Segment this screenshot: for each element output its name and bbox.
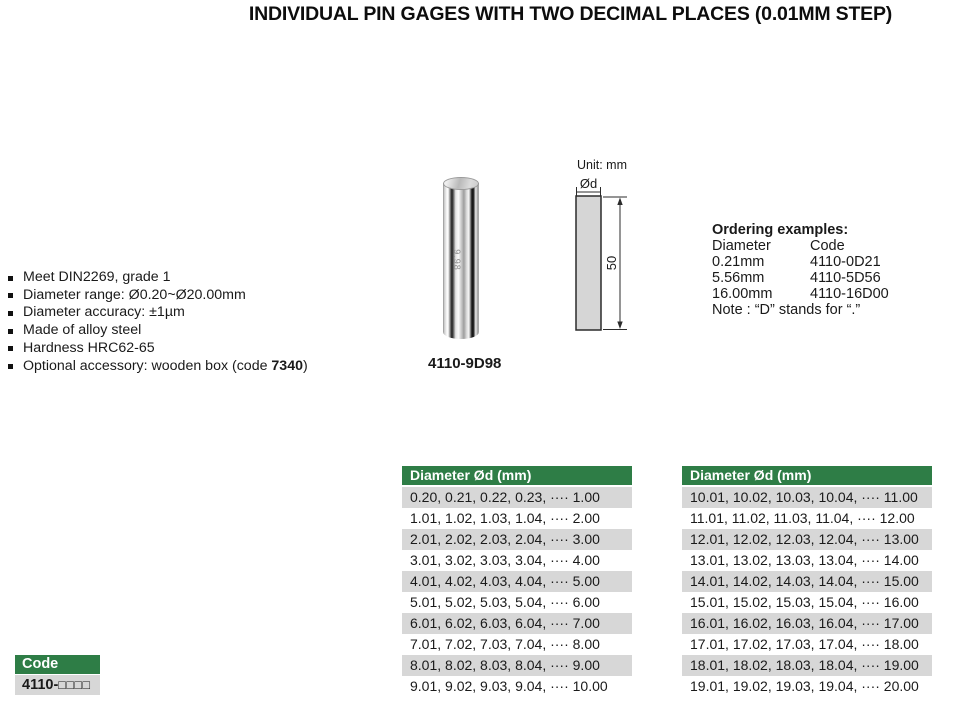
- feature-text: Diameter accuracy: ±1µm: [23, 304, 185, 321]
- table-row: 18.01, 18.02, 18.03, 18.04, ···· 19.00: [682, 655, 932, 676]
- feature-item: [8, 322, 308, 340]
- ordering-row: [712, 254, 889, 270]
- table-row: 11.01, 11.02, 11.03, 11.04, ···· 12.00: [682, 508, 932, 529]
- feature-text: Meet DIN2269, grade 1: [23, 269, 171, 285]
- ordering-heading: Ordering examples:: [712, 222, 849, 238]
- table-row: 9.01, 9.02, 9.03, 9.04, ···· 10.00: [402, 676, 632, 697]
- table-row: 13.01, 13.02, 13.03, 13.04, ···· 14.00: [682, 550, 932, 571]
- ordering-row: [712, 286, 889, 302]
- table-row: 10.01, 10.02, 10.03, 10.04, ···· 11.00: [682, 487, 932, 508]
- length-dim-label: 50: [604, 255, 619, 271]
- table-row: 6.01, 6.02, 6.03, 6.04, ···· 7.00: [402, 613, 632, 634]
- ordering-col-diameter: Diameter: [712, 238, 771, 254]
- dimension-diagram: [558, 155, 636, 341]
- feature-text: ): [302, 357, 308, 374]
- unit-label: Unit: mm: [577, 158, 627, 172]
- diameter-dim-label: Ød: [579, 176, 598, 191]
- table-row: 19.01, 19.02, 19.03, 19.04, ···· 20.00: [682, 676, 932, 697]
- order-code-box: [15, 655, 100, 695]
- ordering-code: 4110-0D21: [810, 254, 881, 270]
- ordering-note: Note : “D” stands for “.”: [712, 302, 861, 318]
- pin-engraving: 9.98: [451, 249, 462, 271]
- pin-cylinder: [443, 183, 479, 339]
- square-bullet-icon: [8, 346, 13, 351]
- feature-text: Hardness HRC62-65: [23, 339, 155, 356]
- arrowhead-up-icon: [617, 198, 622, 206]
- feature-item: [8, 340, 308, 358]
- table-row: 16.01, 16.02, 16.03, 16.04, ···· 17.00: [682, 613, 932, 634]
- table-row: 3.01, 3.02, 3.03, 3.04, ···· 4.00: [402, 550, 632, 571]
- table-row: 8.01, 8.02, 8.03, 8.04, ···· 9.00: [402, 655, 632, 676]
- ordering-diameter: 16.00mm: [712, 286, 773, 302]
- table-row: 17.01, 17.02, 17.03, 17.04, ···· 18.00: [682, 634, 932, 655]
- code-box-header: Code: [15, 655, 100, 675]
- square-bullet-icon: [8, 364, 13, 369]
- diameter-table-right: [682, 466, 932, 697]
- table-header: Diameter Ød (mm): [682, 466, 932, 487]
- ordering-row: [712, 270, 889, 286]
- square-bullet-icon: [8, 276, 13, 281]
- square-bullet-icon: [8, 311, 13, 316]
- arrowhead-down-icon: [617, 322, 622, 330]
- pin-gage-photo: [443, 177, 479, 340]
- ordering-examples: [712, 222, 889, 318]
- table-row: 15.01, 15.02, 15.03, 15.04, ···· 16.00: [682, 592, 932, 613]
- table-row: 4.01, 4.02, 4.03, 4.04, ···· 5.00: [402, 571, 632, 592]
- table-header: Diameter Ød (mm): [402, 466, 632, 487]
- pin-outline-rect: [576, 196, 601, 330]
- ordering-header-row: [712, 238, 889, 254]
- code-placeholder-squares: □□□□: [58, 678, 91, 692]
- table-row: 7.01, 7.02, 7.03, 7.04, ···· 8.00: [402, 634, 632, 655]
- accessory-code: 7340: [271, 357, 303, 374]
- feature-item: [8, 358, 308, 376]
- ordering-diameter: 5.56mm: [712, 270, 765, 286]
- pin-model-label: 4110-9D98: [428, 355, 502, 372]
- feature-item: [8, 304, 308, 322]
- feature-text: Made of alloy steel: [23, 322, 142, 339]
- feature-list: [8, 269, 308, 375]
- table-row: 14.01, 14.02, 14.03, 14.04, ···· 15.00: [682, 571, 932, 592]
- ordering-code: 4110-16D00: [810, 286, 889, 302]
- ordering-code: 4110-5D56: [810, 270, 881, 286]
- feature-text: Diameter range: Ø0.20~Ø20.00mm: [23, 286, 246, 303]
- ordering-col-code: Code: [810, 238, 845, 254]
- table-row: 5.01, 5.02, 5.03, 5.04, ···· 6.00: [402, 592, 632, 613]
- table-row: 12.01, 12.02, 12.03, 12.04, ···· 13.00: [682, 529, 932, 550]
- ordering-diameter: 0.21mm: [712, 254, 765, 270]
- feature-item: [8, 269, 308, 287]
- table-row: 2.01, 2.02, 2.03, 2.04, ···· 3.00: [402, 529, 632, 550]
- diameter-table-left: [402, 466, 632, 697]
- code-pattern: [15, 675, 100, 695]
- feature-text: Optional accessory: wooden box (code: [23, 357, 272, 374]
- pin-top-face: [443, 177, 479, 190]
- square-bullet-icon: [8, 293, 13, 298]
- table-row: 1.01, 1.02, 1.03, 1.04, ···· 2.00: [402, 508, 632, 529]
- table-row: 0.20, 0.21, 0.22, 0.23, ···· 1.00: [402, 487, 632, 508]
- square-bullet-icon: [8, 329, 13, 334]
- page-title: INDIVIDUAL PIN GAGES WITH TWO DECIMAL PLACES (0.01MM STEP): [248, 3, 893, 25]
- code-prefix: 4110-: [22, 677, 59, 693]
- feature-item: [8, 287, 308, 305]
